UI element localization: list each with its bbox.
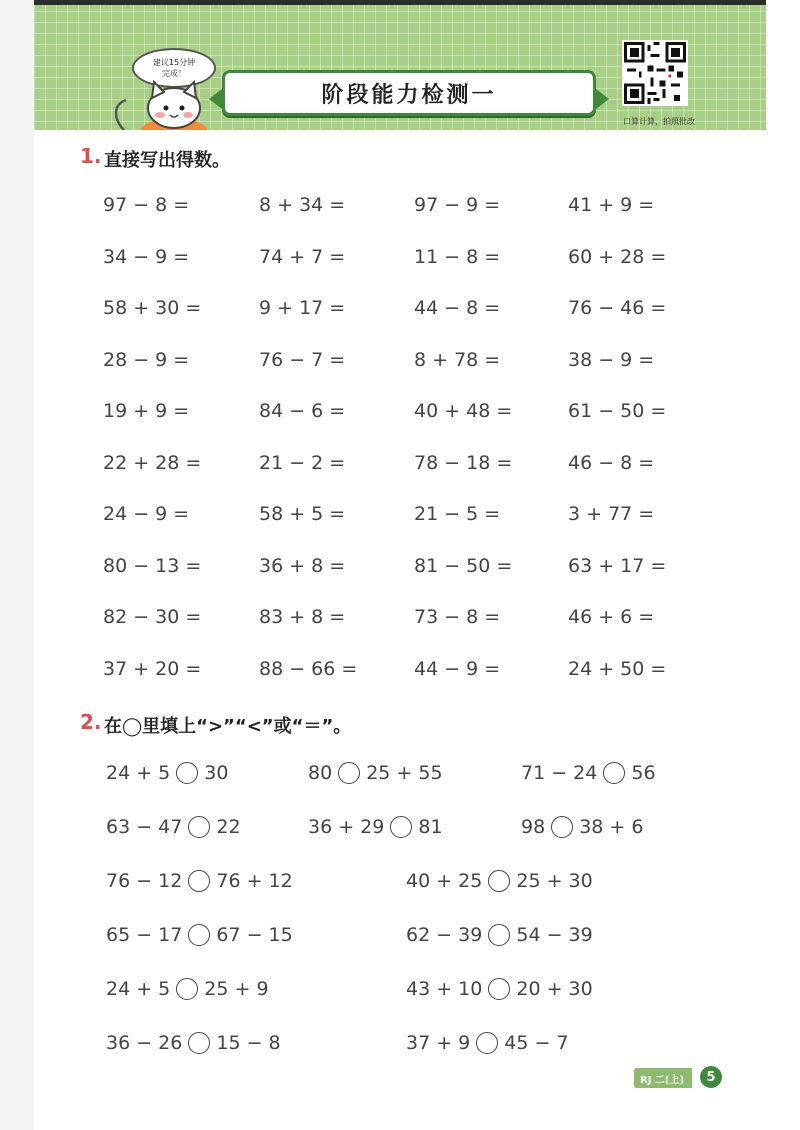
section-1-number: 1. <box>80 144 102 168</box>
oral-calc-problem: 28 − 9 = <box>103 348 190 371</box>
oral-calc-problem: 63 + 17 = <box>568 554 667 577</box>
answer-circle[interactable] <box>603 762 625 784</box>
oral-calc-problem: 9 + 17 = <box>259 297 346 319</box>
comparison-right: 56 <box>631 762 656 784</box>
oral-calc-problem: 81 − 50 = <box>414 554 513 577</box>
comparison-item <box>406 924 593 946</box>
comparison-left: 36 − 26 <box>106 1032 183 1054</box>
comparison-item <box>106 762 228 784</box>
comparison-left: 63 − 47 <box>106 816 183 838</box>
answer-circle[interactable] <box>188 1032 210 1054</box>
comparison-item <box>106 870 293 892</box>
comparison-right: 25 + 55 <box>366 762 443 784</box>
comparison-left: 80 <box>308 762 333 784</box>
answer-circle[interactable] <box>176 978 198 1000</box>
oral-calc-problem: 38 − 9 = <box>568 348 655 371</box>
oral-calc-problem: 36 + 8 = <box>259 554 346 577</box>
oral-calc-problem: 3 + 77 = <box>568 503 655 525</box>
answer-circle[interactable] <box>551 816 573 838</box>
oral-calc-problem: 41 + 9 = <box>568 194 655 216</box>
comparison-right: 81 <box>418 816 443 838</box>
oral-calc-problem: 34 − 9 = <box>103 245 190 268</box>
comparison-item <box>308 816 443 838</box>
comparison-left: 24 + 5 <box>106 762 171 784</box>
answer-circle[interactable] <box>188 816 210 838</box>
oral-calc-problem: 97 − 8 = <box>103 194 190 216</box>
comparison-left: 76 − 12 <box>106 870 183 892</box>
qr-caption: 口算计算，拍照批改 <box>623 117 695 126</box>
comparison-item <box>406 870 593 892</box>
answer-circle[interactable] <box>188 924 210 946</box>
comparison-item <box>406 978 593 1000</box>
comparison-item <box>406 1032 569 1054</box>
comparison-item <box>521 762 656 784</box>
comparison-item <box>106 978 269 1000</box>
oral-calc-problem: 21 − 2 = <box>259 451 346 474</box>
section-2-title: 在◯里填上“>”“<”或“＝”。 <box>104 716 352 737</box>
page-number: 5 <box>700 1066 722 1088</box>
bubble-line-1: 建议15分钟 <box>152 58 196 67</box>
comparison-left: 40 + 25 <box>406 870 483 892</box>
comparison-left: 37 + 9 <box>406 1032 471 1054</box>
oral-calc-problem: 78 − 18 = <box>414 451 513 474</box>
comparison-left: 71 − 24 <box>521 762 598 784</box>
comparison-right: 22 <box>216 816 241 838</box>
oral-calc-problem: 82 − 30 = <box>103 606 202 628</box>
comparison-right: 76 + 12 <box>216 870 293 892</box>
comparison-item <box>308 762 443 784</box>
answer-circle[interactable] <box>188 870 210 892</box>
oral-calc-problem: 19 + 9 = <box>103 400 190 422</box>
oral-calc-problem: 73 − 8 = <box>414 606 501 628</box>
oral-calc-problem: 40 + 48 = <box>414 400 513 422</box>
comparison-left: 24 + 5 <box>106 978 171 1000</box>
cat-mascot-icon <box>104 80 214 130</box>
answer-circle[interactable] <box>488 924 510 946</box>
comparison-right: 38 + 6 <box>579 816 644 838</box>
comparison-item <box>106 924 293 946</box>
oral-calc-problem: 80 − 13 = <box>103 554 202 577</box>
comparison-left: 65 − 17 <box>106 924 183 946</box>
comparison-item <box>521 816 643 838</box>
oral-calc-problem: 60 + 28 = <box>568 245 667 268</box>
bubble-line-2: 完成！ <box>162 69 186 78</box>
oral-calc-problem: 44 − 8 = <box>414 297 501 319</box>
oral-calc-problem: 61 − 50 = <box>568 400 667 422</box>
oral-calc-problem: 22 + 28 = <box>103 451 202 474</box>
answer-circle[interactable] <box>390 816 412 838</box>
page-title: 阶段能力检测一 <box>321 82 497 108</box>
oral-calc-problem: 76 − 46 = <box>568 297 667 319</box>
oral-calc-problem: 37 + 20 = <box>103 657 202 680</box>
header-banner <box>34 0 766 130</box>
grade-tag: RJ 二(上) <box>634 1068 692 1088</box>
section-1-title: 直接写出得数。 <box>104 150 230 171</box>
answer-circle[interactable] <box>488 870 510 892</box>
oral-calc-problem: 74 + 7 = <box>259 245 346 268</box>
oral-calc-problem: 46 + 6 = <box>568 606 655 628</box>
comparison-right: 25 + 9 <box>204 978 269 1000</box>
oral-calc-problem: 97 − 9 = <box>414 194 501 216</box>
comparison-left: 62 − 39 <box>406 924 483 946</box>
title-ribbon <box>222 70 596 116</box>
oral-calc-problem: 8 + 78 = <box>414 348 501 371</box>
oral-calc-problem: 21 − 5 = <box>414 503 501 525</box>
comparison-item <box>106 816 241 838</box>
answer-circle[interactable] <box>338 762 360 784</box>
oral-calc-problem: 84 − 6 = <box>259 400 346 422</box>
comparison-right: 45 − 7 <box>504 1032 569 1054</box>
comparison-right: 30 <box>204 762 229 784</box>
comparison-left: 43 + 10 <box>406 978 483 1000</box>
comparison-left: 98 <box>521 816 546 838</box>
comparison-right: 20 + 30 <box>516 978 593 1000</box>
comparison-right: 25 + 30 <box>516 870 593 892</box>
oral-calc-problem: 44 − 9 = <box>414 657 501 680</box>
oral-calc-problem: 24 + 50 = <box>568 657 667 680</box>
answer-circle[interactable] <box>176 762 198 784</box>
comparison-right: 54 − 39 <box>516 924 593 946</box>
oral-calc-problem: 46 − 8 = <box>568 451 655 474</box>
header-top-line <box>34 0 766 5</box>
oral-calc-problem: 58 + 5 = <box>259 503 346 525</box>
answer-circle[interactable] <box>476 1032 498 1054</box>
answer-circle[interactable] <box>488 978 510 1000</box>
oral-calc-problem: 83 + 8 = <box>259 606 346 628</box>
comparison-right: 15 − 8 <box>216 1032 281 1054</box>
comparison-item <box>106 1032 281 1054</box>
oral-calc-problem: 24 − 9 = <box>103 503 190 525</box>
oral-calc-problem: 58 + 30 = <box>103 297 202 319</box>
comparison-left: 36 + 29 <box>308 816 385 838</box>
oral-calc-problem: 8 + 34 = <box>259 194 346 216</box>
qr-code-icon <box>622 40 688 106</box>
oral-calc-problem: 88 − 66 = <box>259 657 358 680</box>
page-edge <box>0 0 34 1130</box>
oral-calc-problem: 76 − 7 = <box>259 348 346 371</box>
section-2-number: 2. <box>80 710 102 734</box>
comparison-right: 67 − 15 <box>216 924 293 946</box>
oral-calc-problem: 11 − 8 = <box>414 245 501 268</box>
